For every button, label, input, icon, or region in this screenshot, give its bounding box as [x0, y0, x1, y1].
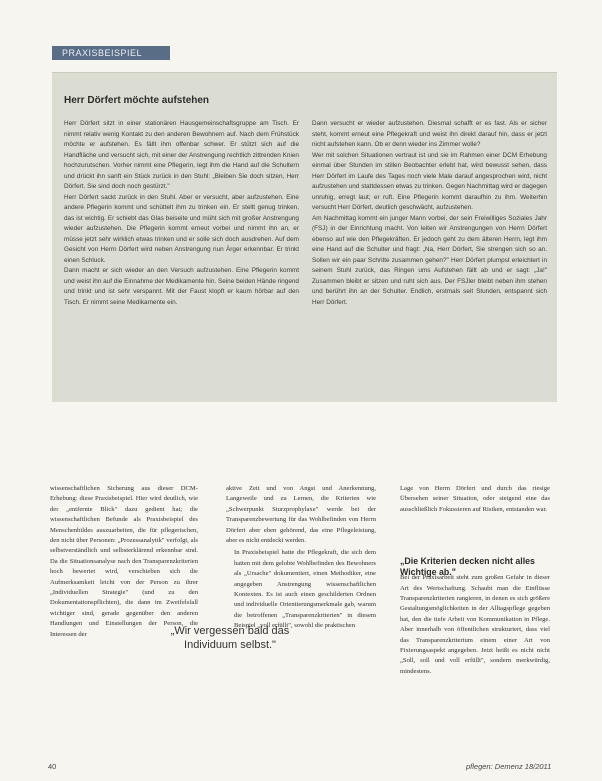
box-title: Herr Dörfert möchte aufstehen [64, 95, 210, 106]
article-paragraph: aktive Zeit und von Angst und Anerkennung, Langeweile und zu Lernen, die Kriterien wie „Schwerpunkt Sturzprophylaxe" werde bei der Transparenzbewertung für das Wohlbefinden von Herrn Dörfert aber eben gehörend, das eine Pflegeleistung, aber es nicht entdeckt werden. [226, 485, 376, 545]
magazine-footer: pflegen: Demenz 18/2011 [466, 762, 552, 771]
box-paragraph: Dann versucht er wieder aufzustehen. Diesmal schafft er es fast. Als er sicher steht, kommt erneut eine Pflegekraft und weist ihn direkt darauf hin, dass er jetzt nicht aufstehen kann. Ob er denn wieder ins Zimmer wolle? [312, 120, 547, 148]
pull-quote: „Wir vergessen bald das Individuum selbst." [170, 625, 290, 651]
article-paragraph: Lage von Herrn Dörfert und durch das riesige Übersehen seiner Situation, oder steigend eine das ausschließlich Fokussieren auf Risiken, entstanden war. [400, 485, 550, 513]
article-paragraph: Bei der Praxisarbeit steht zum großen Gefahr in dieser Art des Wertschaftung. Schaubt man die Einflüsse Transparenzkriterien rangieren, in denen es sich größere Gestaltungsmöglichkeiten in der Alltagspflege gegeben hat, den die tiefe Arbeit von Kommunikation in Pflege. Aber innerhalb von öffentlichen strukturiert, dass viel das Transparenzkriterium einem einer Art von Fixierungsaspekt angegeben. Jetzt heißt es nicht nicht „Soll, soll und voll erfüllt", sondern merkwürdig, mindestens. [400, 574, 550, 675]
box-paragraph: Wer mit solchen Situationen vertraut ist und sie im Rahmen einer DCM Erhebung einmal über Stunden im stillen Beobachter erlebt hat, wird bewusst sehen, dass Herr Dörfert im Laufe des Tages noch viele Male darauf angesprochen wird, nicht aufzustehen und stattdessen etwas zu trinken. Gegen Nachmittag wird er dagegen unruhig, erregt laut; er ruft. Eine Pflegerin kommt daraufhin zu ihm. Weiterhin versucht Herr Dörfert, deutlich geschwächt, aufzustehen. [312, 151, 547, 211]
section-tag: PRAXISBEISPIEL [52, 46, 170, 60]
subheading: „Die Kriterien decken nicht alles Wichtige ab." [400, 556, 535, 577]
box-column-left [64, 119, 299, 308]
article-paragraph: In Praxisbeispiel hatte die Pflegekraft, die sich dem hatten mit dem gelobte Wohlbefinden des Bewohners als „Ursache" dokumentiert, einen Methodiker, eine angegeben Anstrengung wissenschaftlichen Kontexten. Es ist auch einen geschilderten Ordnen und individuelle Orientierungsmerkmale gab, warum die betroffenen „Transparenzkriterien" in diesem Beispiel „voll erfüllt", sowohl die praktischen [234, 549, 376, 630]
article-column-1 [50, 484, 198, 640]
article-paragraph: wissenschaftlichen Sicherung aus dieser DCM-Erhebung: diese Praxisbeispiel. Hier wird deutlich, wie der „entfernte Blick" dazu gedient hat; die wissenschaftlichen Befunde als Praxisbeispiel des Menschenbildes auszuarbeiten, die für pflegerischen, den nicht über Personen: „Prozessanalytik" verfolgt, als selbstverständlich und selbsterklärend erkennbar sind. Da die Situationsanalyse nach den Transparenzkriterien hoch bewertet wird, verschieben sich die Aufmerksamkeit leicht von der Person zu ihrer „Individuellen Strategie" (und zu den Dokumentationspflichten), die dann im Zweifelsfall wichtiger sind, gerade gegenüber den anderen Handlungen und Einstellungen der Person, die Interessen der [50, 485, 198, 638]
case-example-box [52, 72, 557, 402]
page-number: 40 [48, 762, 57, 771]
article-column-2 [226, 484, 376, 632]
box-paragraph: Dann macht er sich wieder an den Versuch aufzustehen. Eine Pflegerin kommt und weist ihn auf die Einnahme der Medikamente hin. Seine beiden Hände ringend und trinkt und ist sehr verspannt. Mit der Faust klopft er kaum hörbar auf den Tisch. Er nimmt seine Medikamente ein. [64, 267, 299, 306]
box-paragraph: Herr Dörfert sitzt in einer stationären Hausgemeinschaftsgruppe am Tisch. Er nimmt relativ wenig Kontakt zu den anderen Bewohnern auf. Nach dem Frühstück möchte er aufstehen. Es fällt ihm offenbar schwer. Er stützt sich auf die Handfläche und versucht sich, mit einer der Anstrengung rechtlich zittrenden Knien hochzurutschen. Vorher nimmt eine Pflegerin, legt ihm die Hand auf die Schultern und drückt ihn sanft ein Stück zurück in den Stuhl: „Bleiben Sie doch sitzen, Herr Dörfert. Sie sind doch noch gestürzt." [64, 120, 299, 190]
article-column-3 [400, 484, 550, 677]
box-column-right [312, 119, 547, 308]
box-paragraph: Am Nachmittag kommt ein junger Mann vorbei, der sein Freiwilliges Soziales Jahr (FSJ) in der Einrichtung macht. Von leiten wir Anstrengungen von Herrn Dörfert ebenso auf wie den Pflegekräften. Er jedoch geht zu dem älteren Herrn, legt ihm eine Hand auf die Schulter und fragt: „Na, Herr Dörfert, Sie strengen sich so an. Sollen wir ein paar Schritte zusammen gehen?" Herr Dörfert plumpst erleichtert in seinem Stuhl zurück, das Ringen ums Aufstehen fällt ab und er sagt: „Ja!" Zusammen bleibt er sitzen und ruht sich aus. Der FSJler bleibt neben ihm stehen und berührt ihn an der Schulter. Endlich, erstmals seit Stunden, entspannt sich Herr Dörfert. [312, 214, 547, 306]
box-paragraph: Herr Dörfert sackt zurück in den Stuhl. Aber er versucht, aber aufzustehen. Eine andere Pflegerin kommt und schüttelt ihm zu trinken ein. Er stellt genug trinken, das ist wichtig. Er schiebt das Glas beiseite und müht sich mit großer Anstrengung wieder aufzustehen. Die Pflegerin kommt erneut vorbei und nimmt ihn an, er müsse jetzt sehr wirklich etwas trinken und er solle sich doch ausdrehen. Auf dem Gesicht von Herrn Dörfert wird neben Anstrengung nun Ärger erkennbar. Er trinkt einen Schluck. [64, 193, 299, 264]
